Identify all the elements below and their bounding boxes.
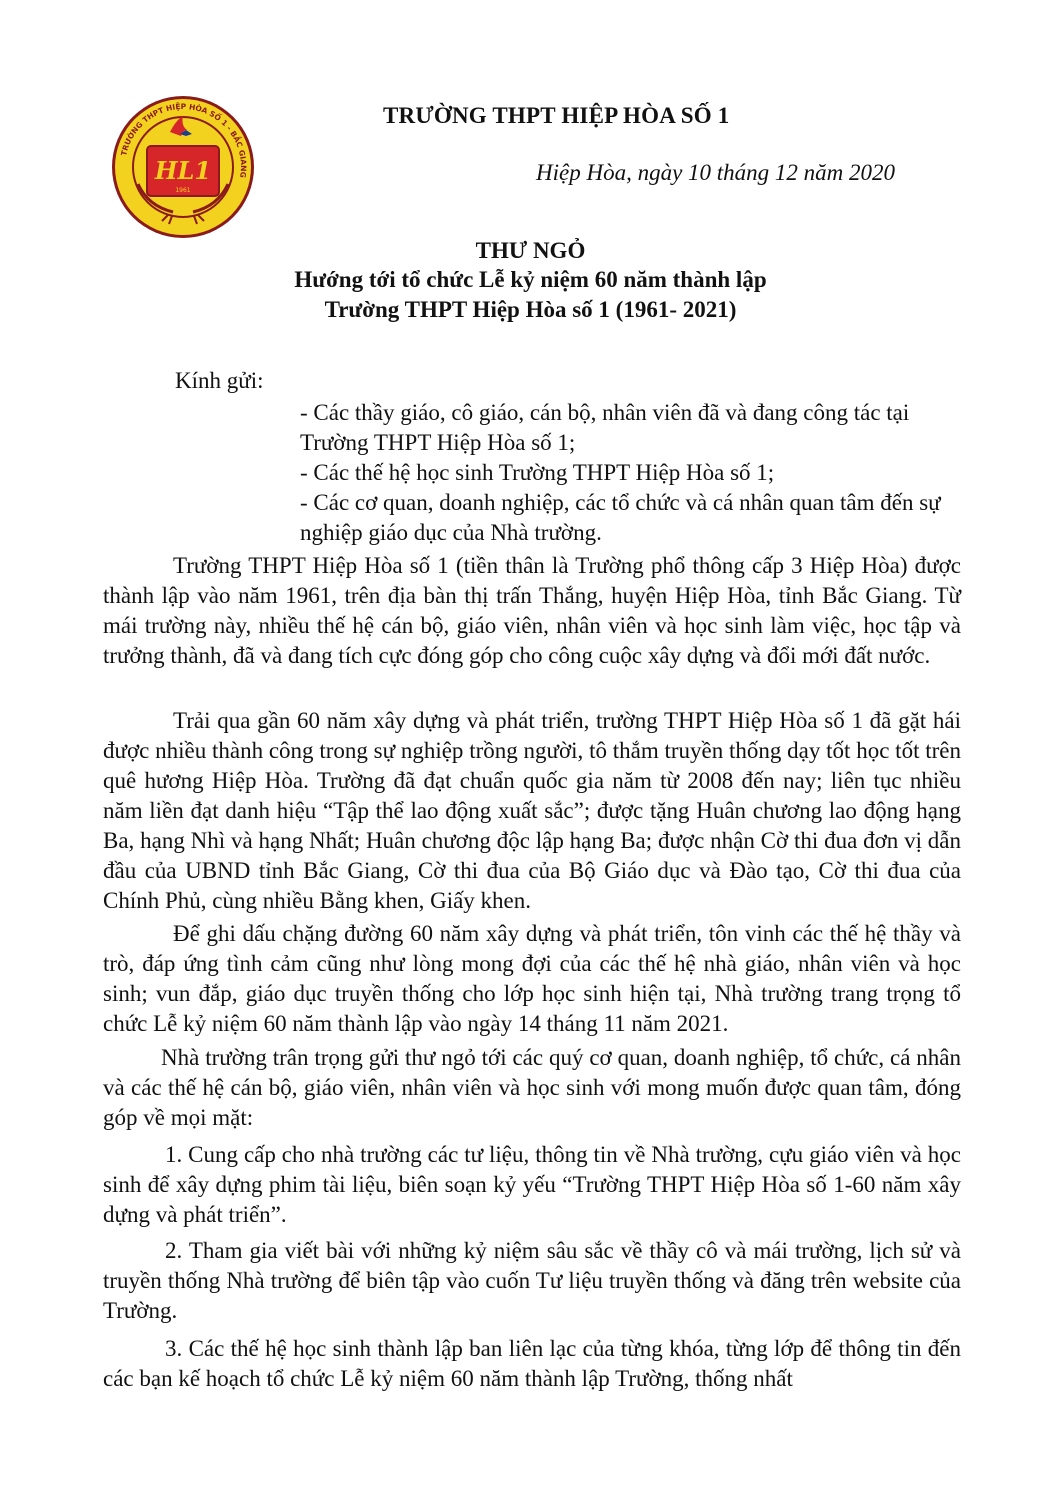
letter-subtitle-line2: Trường THPT Hiệp Hòa số 1 (1961- 2021) xyxy=(324,297,737,322)
body-paragraph: Nhà trường trân trọng gửi thư ngỏ tới các quý cơ quan, doanh nghiệp, tổ chức, cá nhân và các thế hệ cán bộ, giáo viên, nhân viên và học sinh với mong muốn được quan tâm, đóng góp về mọi mặt: xyxy=(103,1045,961,1130)
date-line: Hiệp Hòa, ngày 10 tháng 12 năm 2020 xyxy=(536,160,896,185)
logo-ring-text: TRƯỜNG THPT HIỆP HÒA SỐ 1 - BẮC GIANG xyxy=(119,101,249,179)
letter-title: THƯ NGỎ xyxy=(475,238,586,263)
recipient-item: - Các thầy giáo, cô giáo, cán bộ, nhân viên đã và đang công tác tại Trường THPT Hiệp Hòa số 1; xyxy=(300,400,910,455)
numbered-paragraph: 1. Cung cấp cho nhà trường các tư liệu, thông tin về Nhà trường, cựu giáo viên và học sinh để xây dựng phim tài liệu, biên soạn kỷ yếu “Trường THPT Hiệp Hòa số 1-60 năm xây dựng và phát triển”. xyxy=(103,1142,961,1227)
body-paragraph: Trường THPT Hiệp Hòa số 1 (tiền thân là Trường phổ thông cấp 3 Hiệp Hòa) được thành lập vào năm 1961, trên địa bàn thị trấn Thắng, huyện Hiệp Hòa, tỉnh Bắc Giang. Từ mái trường này, nhiều thế hệ cán bộ, giáo viên, nhân viên và học sinh làm việc, học tập và trưởng thành, đã và đang tích cực đóng góp cho công cuộc xây dựng và đổi mới đất nước. xyxy=(103,553,961,668)
numbered-paragraph: 2. Tham gia viết bài với những kỷ niệm sâu sắc về thầy cô và mái trường, lịch sử và truyền thống Nhà trường để biên tập vào cuốn Tư liệu truyền thống và đăng trên website của Trường. xyxy=(103,1238,961,1323)
recipient-item: - Các thế hệ học sinh Trường THPT Hiệp Hòa số 1; xyxy=(300,460,775,485)
logo-year: 1961 xyxy=(175,187,191,194)
recipient-list xyxy=(300,398,960,548)
school-name: TRƯỜNG THPT HIỆP HÒA SỐ 1 xyxy=(383,103,730,128)
recipient-item: - Các cơ quan, doanh nghiệp, các tổ chức và cá nhân quan tâm đến sự nghiệp giáo dục của Nhà trường. xyxy=(300,490,941,545)
body-paragraph: Để ghi dấu chặng đường 60 năm xây dựng và phát triển, tôn vinh các thế hệ thầy và trò, đáp ứng tình cảm cũng như lòng mong đợi của các thế hệ nhà giáo, nhân viên và học sinh; vun đắp, giáo dục truyền thống cho lớp học sinh hiện tại, Nhà trường trang trọng tổ chức Lễ kỷ niệm 60 năm thành lập vào ngày 14 tháng 11 năm 2021. xyxy=(103,921,961,1036)
body-paragraph: Trải qua gần 60 năm xây dựng và phát triển, trường THPT Hiệp Hòa số 1 đã gặt hái được nhiều thành công trong sự nghiệp trồng người, tô thắm truyền thống dạy tốt học tốt trên quê hương Hiệp Hòa. Trường đã đạt chuẩn quốc gia năm từ 2008 đến nay; liên tục nhiều năm liền đạt danh hiệu “Tập thể lao động xuất sắc”; được tặng Huân chương lao động hạng Ba, hạng Nhì và hạng Nhất; Huân chương độc lập hạng Ba; được nhận Cờ thi đua đơn vị dẫn đầu của UBND tỉnh Bắc Giang, Cờ thi đua của Bộ Giáo dục và Đào tạo, Cờ thi đua của Chính Phủ, cùng nhiều Bằng khen, Giấy khen. xyxy=(103,708,961,913)
logo-initials: HL1 xyxy=(154,156,212,185)
letter-subtitle-line1: Hướng tới tổ chức Lễ kỷ niệm 60 năm thành lập xyxy=(294,267,767,292)
greeting: Kính gửi: xyxy=(175,368,264,393)
school-emblem-icon xyxy=(110,94,256,240)
numbered-paragraph: 3. Các thế hệ học sinh thành lập ban liên lạc của từng khóa, từng lớp để thông tin đến các bạn kế hoạch tổ chức Lễ kỷ niệm 60 năm thành lập Trường, thống nhất xyxy=(103,1336,961,1391)
